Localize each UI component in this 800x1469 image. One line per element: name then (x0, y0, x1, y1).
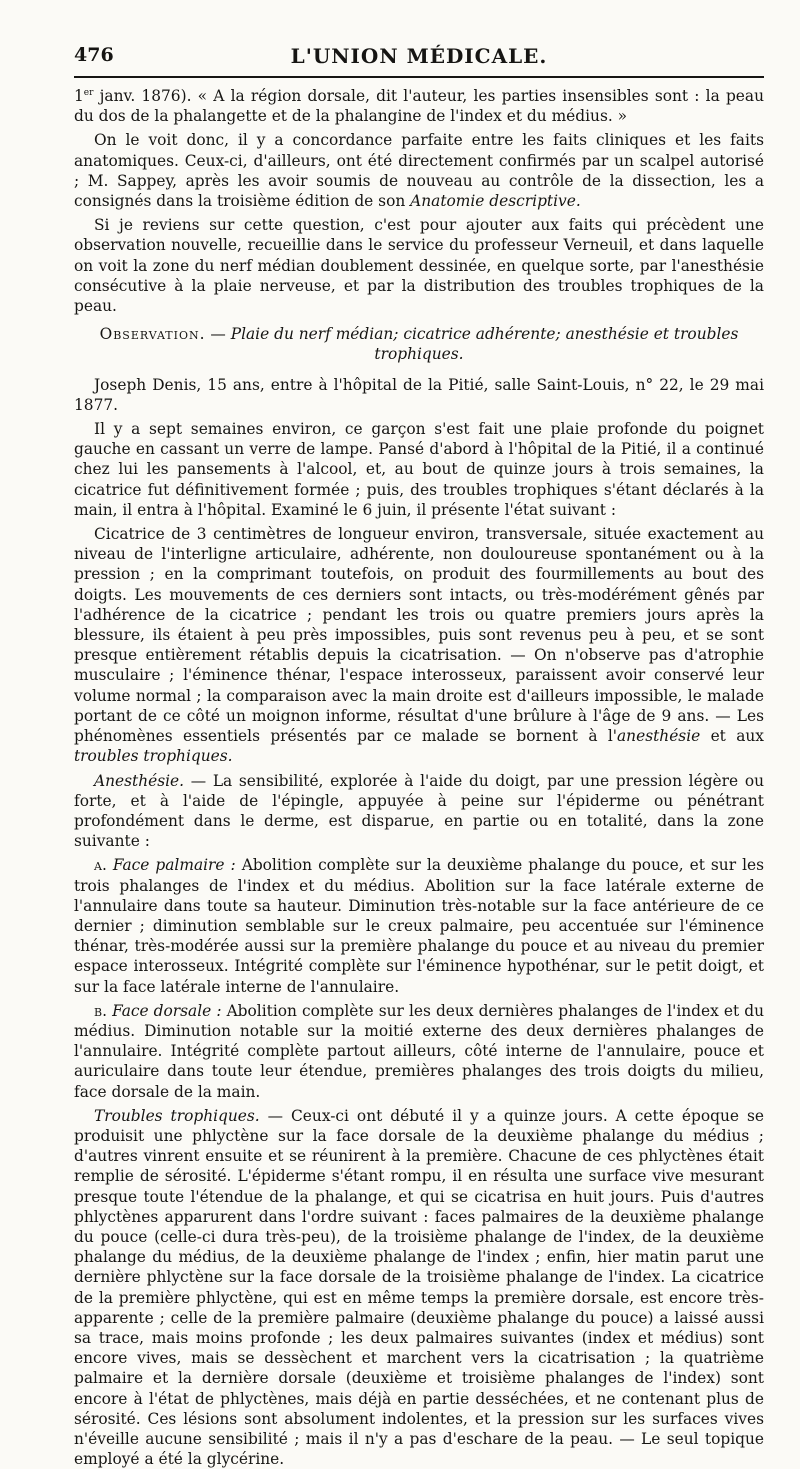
patient-line: Joseph Denis, 15 ans, entre à l'hôpital de la Pitié, salle Saint-Louis, n° 22, le 29 mai 1877. (74, 375, 764, 414)
trophic-text: — Ceux-ci ont débuté il y a quinze jours. A cette époque se produisit une phlyctène sur la face dorsale de la deuxième phalange du médius ; d'autres vinrent ensuite et se réunirent à la première. Chacune de ces phlyctènes était remplie de sérosité. L'épiderme s'étant rompu, il en résulta une surface vive mesurant presque toute l'étendue de la phalange, et qui se cicatrisa en huit jours. Puis d'autres phlyctènes apparurent dans l'ordre suivant : faces palmaires de la deuxième phalange du pouce (celle-ci dura très-peu), de la troisième phalange de l'index, de la deuxième phalange du médius, de la deuxième phalange de l'index ; enfin, hier matin parut une dernière phlyctène sur la face dorsale de la troisième phalange de l'index. La cicatrice de la première phlyctène, qui est en même temps la première dorsale, est encore très-apparente ; celle de la première palmaire (deuxième phalange du pouce) a laissé aussi sa trace, mais moins profonde ; les deux palmaires suivantes (index et médius) sont encore vives, mais se dessèchent et marchent vers la cicatrisation ; la quatrième palmaire et la dernière dorsale (deuxième et troisième phalanges de l'index) sont encore à l'état de phlyctènes, mais déjà en partie desséchées, et ne contenant plus de sérosité. Ces lésions sont absolument indolentes, et la pression sur les surfaces vives n'éveille aucune sensibilité ; mais il n'y a pas d'eschare de la peau. — Le seul topique employé a été la glycérine. (74, 1106, 764, 1469)
dorsal-heading: Face dorsale : (112, 1001, 222, 1020)
header-rule (74, 76, 764, 78)
superscript: er (83, 87, 94, 98)
dorsal-text: Abolition complète sur les deux dernières phalanges de l'index et du médius. Diminution notable sur la moitié externe des deux dernières phalanges de l'annulaire. Intégrité complète partout ailleurs, côté interne de l'annulaire, pouce et auriculaire dans toute leur étendue, premières phalanges des trois doigts du milieu, face dorsale de la main. (74, 1001, 764, 1101)
trophic-heading: Troubles trophiques. (94, 1106, 260, 1125)
paragraph-scar (74, 524, 764, 766)
palmar-text: Abolition complète sur la deuxième phalange du pouce, et sur les trois phalanges de l'index et du médius. Abolition sur la face latérale externe de l'annulaire dans toute sa hauteur. Diminution très-notable sur la face antérieure de ce dernier ; diminution semblable sur le creux palmaire, peu accentuée sur l'éminence thénar, très-modérée aussi sur la première phalange du pouce et au niveau du premier espace interosseux. Intégrité complète sur l'éminence hypothénar, sur le petit doigt, et sur la face latérale interne de l'annulaire. (74, 856, 764, 996)
anesthesia-heading: Anesthésie. (94, 771, 185, 790)
page-header (74, 44, 764, 74)
observation-dash: — (205, 325, 231, 344)
date-prefix: 1 (74, 87, 84, 105)
observation-title (74, 324, 764, 364)
book-title: Anatomie descriptive. (410, 192, 581, 211)
concordance-text: On le voit donc, il y a concordance parfaite entre les faits cliniques et les faits anatomiques. Ceux-ci, d'ailleurs, ont été directement confirmés par un scalpel autorisé ; M. Sappey, après les avoir soumis de nouveau au contrôle de la dissection, les a consignés dans la troisième édition de son (74, 131, 764, 211)
anesthesia-text: — La sensibilité, explorée à l'aide du doigt, par une pression légère ou forte, et à l'aide de l'épingle, appuyée à peine sur l'épiderme ou pénétrant profondément dans le derme, est disparue, en partie ou en totalité, dans la zone suivante : (74, 771, 764, 851)
item-letter-b: b. (94, 1001, 107, 1020)
term-anesthesia: anesthésie (617, 727, 701, 746)
scar-text-join: et aux (700, 727, 764, 746)
observation-subtitle: Plaie du nerf médian; cicatrice adhérente; anesthésie et troubles trophiques. (230, 325, 739, 364)
term-trophic: troubles trophiques. (74, 747, 233, 766)
palmar-heading: Face palmaire : (112, 856, 236, 875)
observation-label: Observation. (99, 325, 206, 344)
paragraph-purpose: Si je reviens sur cette question, c'est pour ajouter aux faits qui précèdent une observation nouvelle, recueillie dans le service du professeur Verneuil, et dans laquelle on voit la zone du nerf médian doublement dessinée, en quelque sorte, par l'anesthésie consécutive à la plaie nerveuse, et par la distribution des troubles trophiques de la peau. (74, 216, 764, 316)
paragraph-trophic (74, 1106, 764, 1469)
paragraph-concordance (74, 130, 764, 211)
paragraph-palmar (74, 855, 764, 996)
paragraph-anesthesia (74, 771, 764, 852)
quote-text: janv. 1876). « A la région dorsale, dit l'auteur, les parties insensibles sont : la peau du dos de la phalangette et de la phalangine de l'index et du médius. » (74, 87, 764, 126)
scar-text: Cicatrice de 3 centimètres de longueur environ, transversale, située exactement au niveau de l'interligne articulaire, adhérente, non douloureuse spontanément ou à la pression ; en la comprimant toutefois, on produit des fourmillements au bout des doigts. Les mouvements de ces derniers sont intacts, ou très-modérément gênés par l'adhérence de la cicatrice ; pendant les trois ou quatre premiers jours après la blessure, ils étaient à peu près impossibles, puis sont revenus peu à peu, et se sont presque entièrement rétablis depuis la cicatrisation. — On n'observe pas d'atrophie musculaire ; l'éminence thénar, l'espace interosseux, paraissent avoir conservé leur volume normal ; la comparaison avec la main droite est d'ailleurs impossible, le malade portant de ce côté un moignon informe, résultat d'une brûlure à l'âge de 9 ans. — Les phénomènes essentiels présentés par ce malade se bornent à l' (74, 525, 764, 746)
paragraph-quote (74, 86, 764, 126)
article-body (74, 86, 764, 1469)
paragraph-dorsal (74, 1001, 764, 1102)
paragraph-history: Il y a sept semaines environ, ce garçon s'est fait une plaie profonde du poignet gauche en cassant un verre de lampe. Pansé d'abord à l'hôpital de la Pitié, il a continué chez lui les pansements à l'alcool, et, au bout de quinze jours à trois semaines, la cicatrice fut définitivement formée ; puis, des troubles trophiques s'étant déclarés à la main, il entra à l'hôpital. Examiné le 6 juin, il présente l'état suivant : (74, 420, 764, 519)
item-letter-a: a. (94, 856, 107, 875)
page-number: 476 (74, 44, 114, 66)
running-title: L'UNION MÉDICALE. (290, 44, 548, 68)
